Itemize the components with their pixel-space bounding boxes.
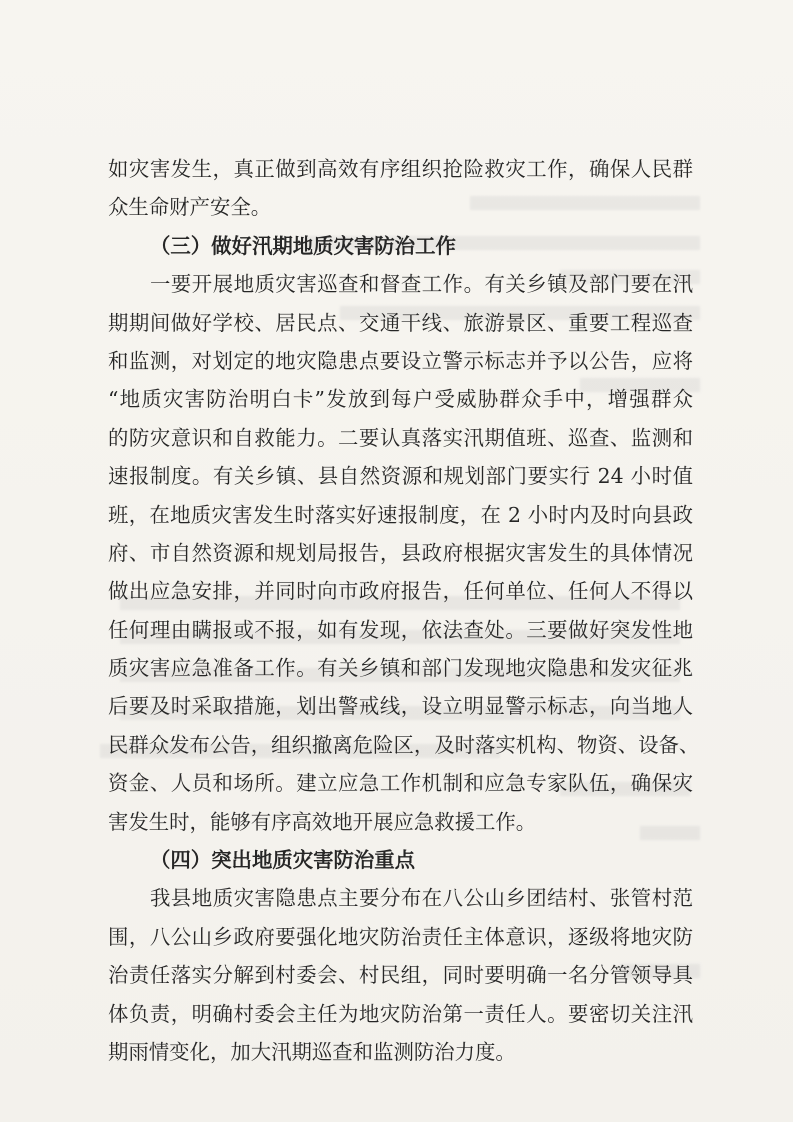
text-line: 我县地质灾害隐患点主要分布在八公山乡团结村、张管村范 — [150, 886, 693, 911]
text-line: 害发生时，能够有序高效地开展应急救援工作。 — [108, 809, 537, 834]
text-line: 的防灾意识和自救能力。二要认真落实汛期值班、巡查、监测和 — [108, 425, 693, 450]
paragraph-1 — [108, 150, 693, 227]
text-line: 做出应急安排，并同时向市政府报告，任何单位、任何人不得以 — [108, 579, 693, 604]
text-line: 众生命财产安全。 — [108, 195, 272, 220]
text-line: 民群众发布公告，组织撤离危险区，及时落实机构、物资、设备、 — [108, 732, 700, 757]
text-line: 如灾害发生，真正做到高效有序组织抢险救灾工作，确保人民群 — [108, 157, 693, 181]
text-line: 一要开展地质灾害巡查和督查工作。有关乡镇及部门要在汛 — [150, 272, 693, 297]
text-line: 班，在地质灾害发生时落实好速报制度，在 2 小时内及时向县政 — [108, 502, 693, 527]
body-text — [108, 150, 700, 1071]
text-line: 速报制度。有关乡镇、县自然资源和规划部门要实行 24 小时值 — [108, 464, 693, 489]
section-heading-3: （三）做好汛期地质灾害防治工作 — [150, 233, 456, 258]
text-line: 资金、人员和场所。建立应急工作机制和应急专家队伍，确保灾 — [108, 771, 693, 796]
section-heading-4: （四）突出地质灾害防治重点 — [150, 848, 416, 873]
paragraph-3 — [108, 879, 693, 1071]
text-line: “地质灾害防治明白卡”发放到每户受威胁群众手中，增强群众 — [108, 387, 693, 412]
text-line: 治责任落实分解到村委会、村民组，同时要明确一名分管领导具 — [108, 963, 693, 988]
text-line: 府、市自然资源和规划局报告，县政府根据灾害发生的具体情况 — [108, 540, 693, 565]
text-line: 期雨情变化，加大汛期巡查和监测防治力度。 — [108, 1039, 516, 1064]
text-line: 体负责，明确村委会主任为地灾防治第一责任人。要密切关注汛 — [108, 1001, 693, 1026]
text-line: 期期间做好学校、居民点、交通干线、旅游景区、重要工程巡查 — [108, 310, 693, 335]
paragraph-2 — [108, 265, 700, 841]
text-line: 围，八公山乡政府要强化地灾防治责任主体意识，逐级将地灾防 — [108, 924, 693, 949]
text-line: 质灾害应急准备工作。有关乡镇和部门发现地灾隐患和发灾征兆 — [108, 656, 693, 681]
text-line: 和监测，对划定的地灾隐患点要设立警示标志并予以公告，应将 — [108, 348, 693, 373]
text-line: 任何理由瞒报或不报，如有发现，依法查处。三要做好突发性地 — [108, 617, 693, 642]
text-line: 后要及时采取措施，划出警戒线，设立明显警示标志，向当地人 — [108, 694, 693, 719]
